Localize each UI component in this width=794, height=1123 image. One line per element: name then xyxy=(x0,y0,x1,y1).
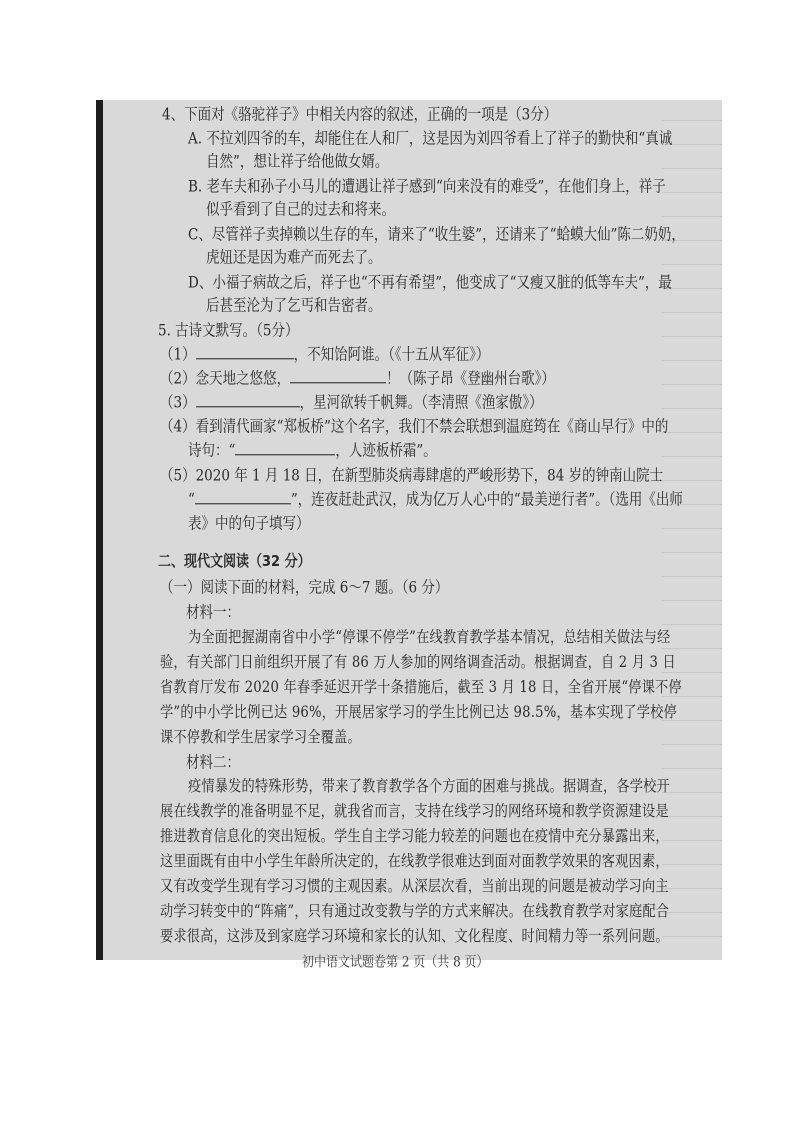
page-footer: 初中语文试题卷第 2 页（共 8 页） xyxy=(302,953,489,970)
fill-blank[interactable] xyxy=(196,344,294,359)
material-2-line: 又有改变学生现有学习习惯的主观因素。从深层次看，当前出现的问题是被动学习向主 xyxy=(160,878,669,896)
fill-blank[interactable] xyxy=(196,392,300,407)
item-text: ，星河欲转千帆舞。（李清照《渔家傲》） xyxy=(299,393,543,413)
option-b-line-2: 似乎看到了自己的过去和将来。 xyxy=(206,200,395,220)
item-text: “ xyxy=(188,490,195,510)
material-1-line: 课不停教和学生居家学习全覆盖。 xyxy=(160,729,361,747)
material-1-line: 省教育厅发布 2020 年春季延迟开学十条措施后，截至 3 月 18 日，全省开展“停课不停 xyxy=(160,679,682,697)
section-2-title: 二、现代文阅读（32 分） xyxy=(158,553,311,571)
item-text: ，人迹板桥霜”。 xyxy=(335,441,437,461)
option-b-line-1: B. 老车夫和孙子小马儿的遭遇让祥子感到“向来没有的难受”，在他们身上，祥子 xyxy=(188,177,666,197)
material-2-line: 推进教育信息化的突出短板。学生自主学习能力较差的问题也在疫情中充分暴露出来， xyxy=(160,828,669,846)
material-2-line: 疫情暴发的特殊形势，带来了教育教学各个方面的困难与挑战。据调查，各学校开 xyxy=(188,778,670,796)
poem-item-5-line-2 xyxy=(188,489,683,510)
material-2-label: 材料二： xyxy=(186,753,240,773)
material-2-line: 这里面既有由中小学生年龄所决定的，在线教学很难达到面对面教学效果的客观因素， xyxy=(160,853,669,871)
material-1-label: 材料一： xyxy=(186,603,240,623)
option-d-line-1: D、小福子病故之后，祥子也“不再有希望”，他变成了“又瘦又脏的低等车夫”，最 xyxy=(188,273,672,293)
item-text: 诗句：“ xyxy=(188,441,236,461)
material-1-line: 学”的中小学比例已达 96%，开展居家学习的学生比例已达 98.5%，基本实现了学校停 xyxy=(160,704,677,722)
item-number: （1） xyxy=(160,345,196,365)
poem-item-5-line-1: （5）2020 年 1 月 18 日，在新型肺炎病毒肆虐的严峻形势下，84 岁的钟南山院士 xyxy=(160,466,664,486)
item-text: ！（陈子昂《登幽州台歌》） xyxy=(386,369,555,389)
fill-blank[interactable] xyxy=(290,368,386,383)
item-text: ”，连夜赶赴武汉，成为亿万人心中的“最美逆行者”。（选用《出师 xyxy=(290,490,683,510)
fill-blank[interactable] xyxy=(195,489,291,504)
poem-item-4-line-2 xyxy=(188,440,437,461)
material-1-line: 为全面把握湖南省中小学“停课不停学”在线教育教学基本情况，总结相关做法与经 xyxy=(188,629,671,647)
material-2-line: 动学习转变中的“阵痛”，只有通过改变教与学的方式来解决。在线教育教学对家庭配合 xyxy=(160,903,670,921)
option-c-line-2: 虎妞还是因为难产而死去了。 xyxy=(206,248,382,268)
material-2-line: 要求很高，这涉及到家庭学习环境和家长的认知、文化程度、时间精力等一系列问题。 xyxy=(160,928,669,946)
fill-blank[interactable] xyxy=(235,440,335,455)
question-4-stem: 4、下面对《骆驼祥子》中相关内容的叙述，正确的一项是（3分） xyxy=(162,105,558,125)
item-text: ，不知饴阿谁。（《十五从军征》） xyxy=(293,345,490,365)
question-5-stem: 5. 古诗文默写。（5分） xyxy=(158,321,299,341)
poem-item-4-line-1: （4）看到清代画家“郑板桥”这个名字，我们不禁会联想到温庭筠在《商山早行》中的 xyxy=(160,417,669,437)
poem-item-1 xyxy=(160,344,489,365)
poem-item-2 xyxy=(160,368,555,389)
poem-item-3 xyxy=(160,392,543,413)
option-d-line-2: 后甚至沦为了乞丐和告密者。 xyxy=(206,296,382,316)
item-number: （3） xyxy=(160,393,196,413)
material-1-line: 验，有关部门日前组织开展了有 86 万人参加的网络调查活动。根据调查，自 2 月 3 日 xyxy=(160,654,676,672)
item-text: （2）念天地之悠悠， xyxy=(160,369,291,389)
material-2-line: 展在线教学的准备明显不足，就我省而言，支持在线学习的网络环境和教学资源建设是 xyxy=(160,803,669,821)
option-a-line-2: 自然”，想让祥子给他做女婿。 xyxy=(206,152,389,172)
section-2-subtitle: （一）阅读下面的材料，完成 6～7 题。（6 分） xyxy=(160,578,449,598)
scanned-page-photo xyxy=(96,100,722,970)
option-c-line-1: C、尽管祥子卖掉赖以生存的车，请来了“收生婆”，还请来了“蛤蟆大仙”陈二奶奶， xyxy=(188,225,685,245)
page-edge-shadow xyxy=(96,100,103,960)
option-a-line-1: A. 不拉刘四爷的车，却能住在人和厂，这是因为刘四爷看上了祥子的勤快和“真诚 xyxy=(188,129,673,149)
poem-item-5-line-3: 表》中的句子填写） xyxy=(188,514,310,534)
